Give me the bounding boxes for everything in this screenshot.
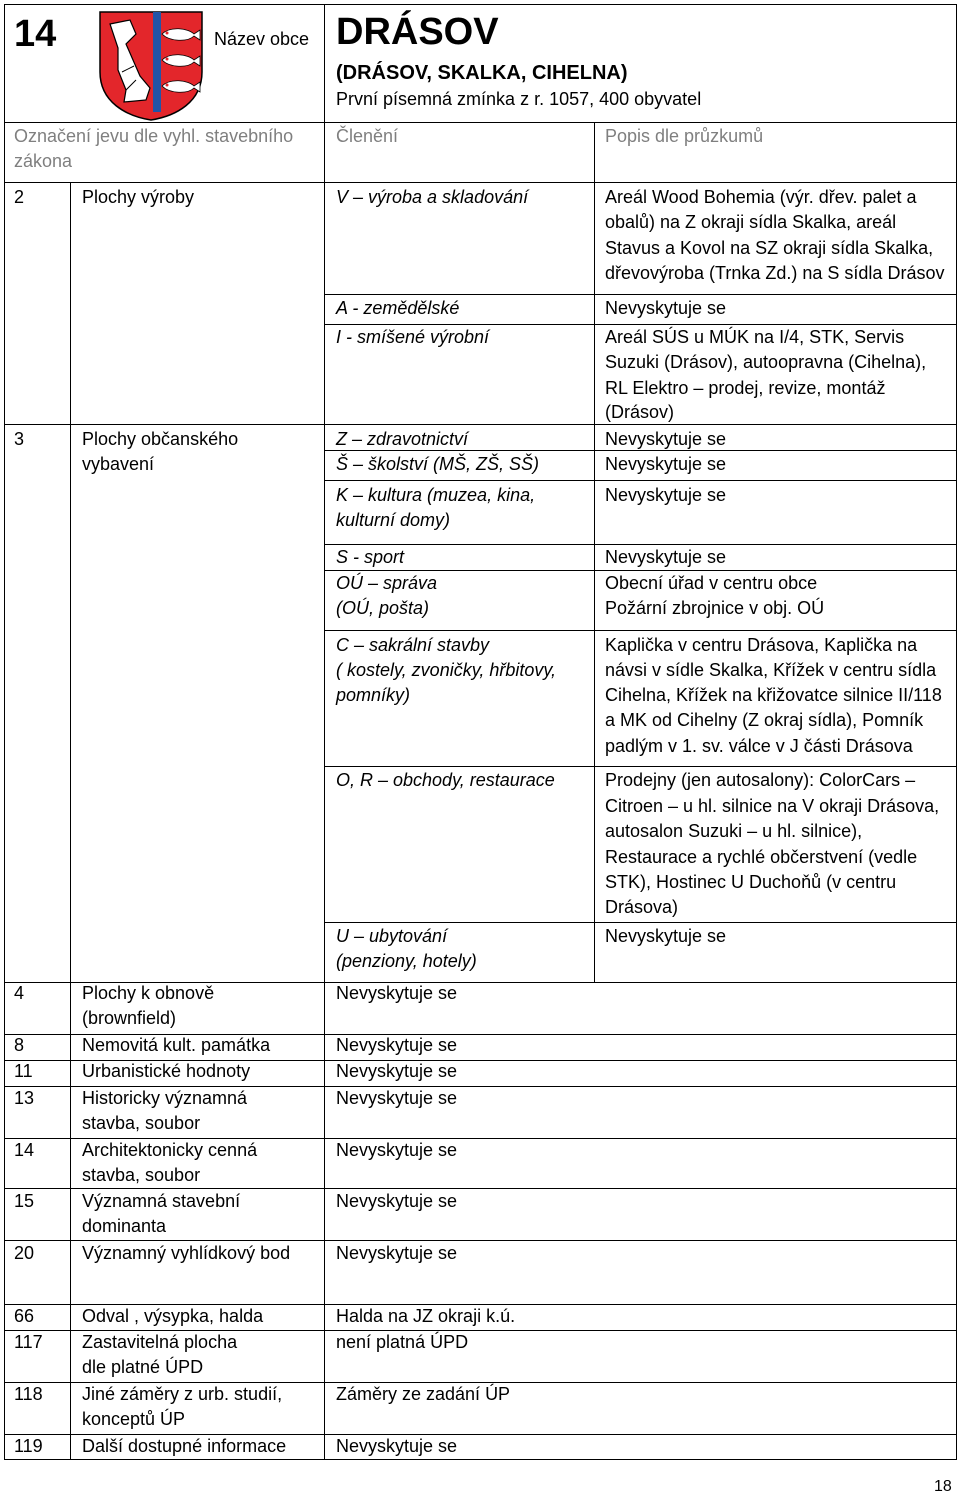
sub-z: Z – zdravotnictví [336,429,469,449]
sub-u-2: (penziony, hotely) [336,951,477,971]
sub-v: V – výroba a skladování [336,187,529,207]
desc-v-3: Stavus a Kovol na SZ okraji sídla Skalka, [605,238,934,258]
desc-sport: Nevyskytuje se [605,547,727,567]
desc-a: Nevyskytuje se [605,298,727,318]
sub-u-1: U – ubytování [336,926,448,946]
row-name: Urbanistické hodnoty [82,1061,251,1081]
row-name-1: Historicky významná [82,1088,248,1108]
header-number: 14 [14,13,57,55]
row-number: 66 [14,1306,35,1326]
row-desc: Nevyskytuje se [336,1191,458,1211]
desc-o-4: Restaurace a rychlé občerstvení (vedle [605,847,918,867]
sub-c-2: ( kostely, zvoničky, hřbitovy, [336,660,557,680]
desc-v-4: dřevovýroba (Trnka Zd.) na S sídla Drásov [605,263,945,283]
sub-s: Š – školství (MŠ, ZŠ, SŠ) [336,454,540,474]
row-desc: Nevyskytuje se [336,1088,458,1108]
row-name-2: stavba, soubor [82,1165,201,1185]
row-desc: Nevyskytuje se [336,1140,458,1160]
row-number: 20 [14,1243,35,1263]
sub-k-1: K – kultura (muzea, kina, [336,485,536,505]
row-name: Plochy výroby [82,187,195,207]
sub-sport: S - sport [336,547,405,567]
desc-c-1: Kaplička v centru Drásova, Kaplička na [605,635,918,655]
row-number: 14 [14,1140,35,1160]
page-number: 18 [934,1478,952,1495]
sub-o: O, R – obchody, restaurace [336,770,555,790]
row-desc: Halda na JZ okraji k.ú. [336,1306,516,1326]
row-name-2: stavba, soubor [82,1113,201,1133]
desc-o-1: Prodejny (jen autosalony): ColorCars – [605,770,916,790]
row-name: Významný vyhlídkový bod [82,1243,291,1263]
row-name: Nemovitá kult. památka [82,1035,271,1055]
sub-ou-2: (OÚ, pošta) [336,598,430,618]
sub-k-2: kulturní domy) [336,510,451,530]
row-name-1: Zastavitelná plocha [82,1332,238,1352]
row-number: 8 [14,1035,25,1055]
row-number: 3 [14,429,25,449]
row-number: 118 [14,1384,43,1404]
desc-ou-2: Požární zbrojnice v obj. OÚ [605,598,825,618]
row-number: 4 [14,983,25,1003]
row-number: 11 [14,1061,33,1081]
desc-i-2: Suzuki (Drásov), autoopravna (Cihelna), [605,352,927,372]
sub-ou-1: OÚ – správa [336,573,438,593]
row-number: 119 [14,1436,43,1456]
desc-o-3: autosalon Suzuki – u hl. silnice), [605,821,863,841]
row-desc: Nevyskytuje se [336,1436,458,1456]
desc-v-1: Areál Wood Bohemia (výr. dřev. palet a [605,187,917,207]
desc-o-5: STK), Hostinec U Duchoňů (v centru [605,872,897,892]
municipality-label: Název obce [214,29,310,49]
desc-c-4: a MK od Cihelny (Z okraj sídla), Pomník [605,710,924,730]
municipality-parts: (DRÁSOV, SKALKA, CIHELNA) [336,62,628,84]
row-desc: Nevyskytuje se [336,983,458,1003]
row-number: 15 [14,1191,35,1211]
desc-i-3: RL Elektro – prodej, revize, montáž [605,378,886,398]
row-name-1: Plochy k obnově [82,983,215,1003]
row-name-2: vybavení [82,454,155,474]
row-name-1: Významná stavební [82,1191,241,1211]
desc-k: Nevyskytuje se [605,485,727,505]
col-header-phenomenon-2: zákona [14,151,73,171]
row-number: 2 [14,187,25,207]
desc-v-2: obalů) na Z okraji sídla Skalka, areál [605,212,897,232]
row-number: 117 [14,1332,43,1352]
desc-o-6: Drásova) [605,897,679,917]
municipality-name: DRÁSOV [336,11,499,53]
row-desc: není platná ÚPD [336,1332,469,1352]
sub-i: I - smíšené výrobní [336,327,490,347]
desc-i-1: Areál SÚS u MÚK na I/4, STK, Servis [605,327,905,347]
row-name-2: konceptů ÚP [82,1409,186,1429]
desc-o-2: Citroen – u hl. silnice na V okraji Drásova, [605,796,940,816]
row-name: Další dostupné informace [82,1436,287,1456]
row-desc: Nevyskytuje se [336,1035,458,1055]
desc-u: Nevyskytuje se [605,926,727,946]
col-header-description: Popis dle průzkumů [605,126,764,146]
col-header-phenomenon: Označení jevu dle vyhl. stavebního [14,126,294,146]
sub-c-3: pomníky) [336,685,411,705]
desc-i-4: (Drásov) [605,402,675,422]
col-header-division: Členění [336,126,399,146]
row-desc: Záměry ze zadání ÚP [336,1384,511,1404]
desc-z: Nevyskytuje se [605,429,727,449]
row-desc: Nevyskytuje se [336,1061,458,1081]
desc-ou-1: Obecní úřad v centru obce [605,573,818,593]
row-desc: Nevyskytuje se [336,1243,458,1263]
row-name-1: Architektonicky cenná [82,1140,258,1160]
row-name-1: Jiné záměry z urb. studií, [82,1384,283,1404]
desc-c-2: návsi v sídle Skalka, Křížek v centru sídla [605,660,937,680]
row-name: Odval , výsypka, halda [82,1306,264,1326]
desc-c-5: padlým v 1. sv. válce v J části Drásova [605,736,913,756]
sub-a: A - zemědělské [336,298,460,318]
desc-c-3: Cihelna, Křížek na křižovatce silnice II/118 [605,685,942,705]
row-name-1: Plochy občanského [82,429,239,449]
row-name-2: dle platné ÚPD [82,1357,204,1377]
coat-of-arms-icon [96,10,206,122]
row-name-2: (brownfield) [82,1008,177,1028]
desc-s: Nevyskytuje se [605,454,727,474]
row-number: 13 [14,1088,35,1108]
municipality-info: První písemná zmínka z r. 1057, 400 obyvatel [336,89,702,109]
row-name-2: dominanta [82,1216,167,1236]
sub-c-1: C – sakrální stavby [336,635,490,655]
